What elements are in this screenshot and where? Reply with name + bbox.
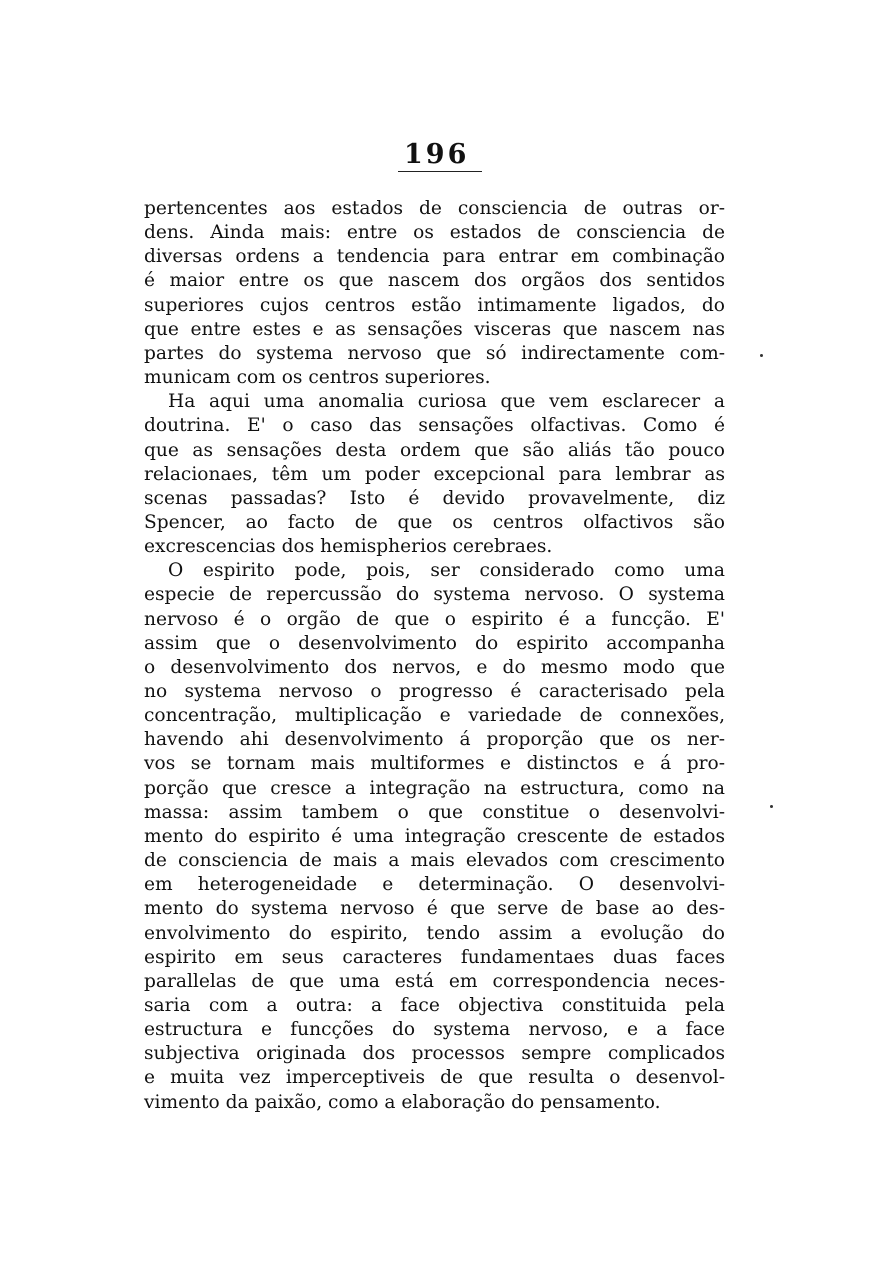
text-line: havendo ahi desenvolvimento á proporção que os ner-: [144, 729, 725, 751]
text-line: que as sensações desta ordem que são aliás tão pouco: [144, 439, 725, 461]
text-line: de consciencia de mais a mais elevados com crescimento: [144, 850, 725, 872]
text-line: diversas ordens a tendencia para entrar em combinação: [144, 246, 725, 268]
text-line: O espirito pode, pois, ser considerado como uma: [168, 560, 725, 582]
text-line: envolvimento do espirito, tendo assim a evolução do: [144, 922, 725, 944]
text-line: saria com a outra: a face objectiva constituida pela: [144, 994, 725, 1016]
text-line: em heterogeneidade e determinação. O desenvolvi-: [144, 874, 725, 896]
text-line: porção que cresce a integração na estructura, como na: [144, 777, 725, 799]
text-line: Ha aqui uma anomalia curiosa que vem esclarecer a: [168, 391, 725, 413]
text-line: que entre estes e as sensações visceras que nascem nas: [144, 318, 725, 340]
page-number-rule: [398, 171, 482, 172]
text-line: mento do systema nervoso é que serve de base ao des-: [144, 898, 725, 920]
text-line: doutrina. E' o caso das sensações olfactivas. Como é: [144, 415, 725, 437]
text-line: superiores cujos centros estão intimamente ligados, do: [144, 294, 725, 316]
text-line: no systema nervoso o progresso é caracterisado pela: [144, 681, 725, 702]
text-line: mento do espirito é uma integração crescente de estados: [144, 825, 725, 847]
text-line: concentração, multiplicação e variedade de connexões,: [144, 705, 725, 727]
text-line: Spencer, ao facto de que os centros olfactivos são: [144, 511, 725, 533]
text-line: o desenvolvimento dos nervos, e do mesmo modo que: [144, 656, 725, 678]
text-line: partes do systema nervoso que só indirectamente com-: [144, 342, 725, 364]
text-line: pertencentes aos estados de consciencia de outras or-: [144, 198, 725, 219]
text-line: espirito em seus caracteres fundamentaes duas faces: [144, 946, 725, 968]
text-line: assim que o desenvolvimento do espirito accompanha: [144, 632, 725, 654]
text-line: e muita vez imperceptiveis de que resulta o desenvol-: [144, 1067, 725, 1089]
text-line: vimento da paixão, como a elaboração do pensamento.: [144, 1091, 661, 1113]
text-line: relacionaes, têm um poder excepcional para lembrar as: [144, 463, 725, 485]
text-line: massa: assim tambem o que constitue o desenvolvi-: [144, 801, 725, 823]
page-number: 196: [404, 139, 470, 170]
text-line: excrescencias dos hemispherios cerebraes.: [144, 536, 553, 558]
text-line: nervoso é o orgão de que o espirito é a funcção. E': [144, 608, 725, 630]
text-line: scenas passadas? Isto é devido provavelmente, diz: [144, 487, 725, 509]
text-line: subjectiva originada dos processos sempre complicados: [144, 1043, 725, 1065]
text-line: estructura e funcções do systema nervoso, e a face: [144, 1019, 725, 1041]
text-line: dens. Ainda mais: entre os estados de consciencia de: [144, 222, 725, 244]
text-line: parallelas de que uma está em correspondencia neces-: [144, 970, 725, 992]
text-line: especie de repercussão do systema nervoso. O systema: [144, 584, 725, 606]
text-line: municam com os centros superiores.: [144, 367, 491, 389]
text-line: é maior entre os que nascem dos orgãos dos sentidos: [144, 270, 725, 292]
text-line: vos se tornam mais multiformes e distinctos e á pro-: [144, 753, 725, 775]
margin-speck: [770, 805, 773, 808]
margin-speck: [760, 354, 763, 357]
